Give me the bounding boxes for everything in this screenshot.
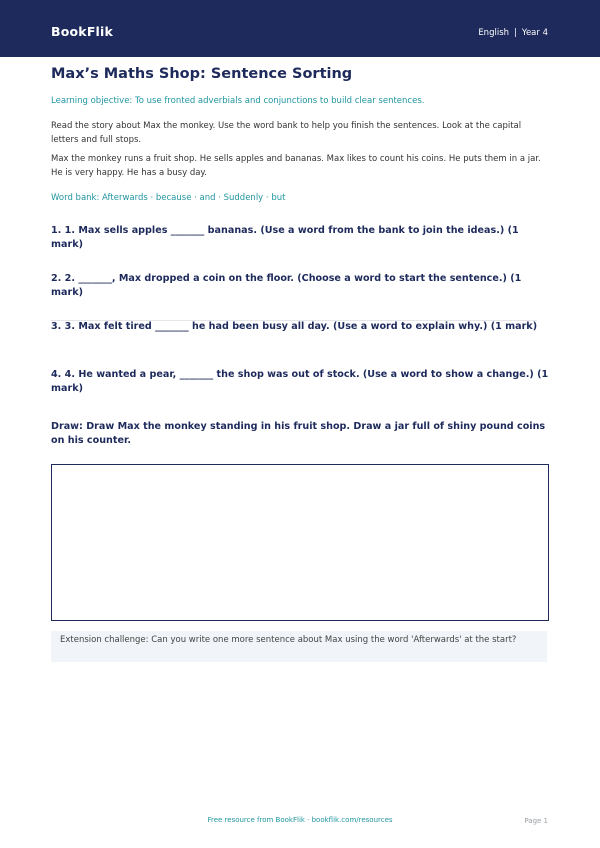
story-text: Max the monkey runs a fruit shop. He sells apples and bananas. Max likes to count his coins. He puts them in a jar. He is very happy. He has a busy day. — [51, 154, 541, 178]
page-title: Max’s Maths Shop: Sentence Sorting — [51, 66, 353, 82]
learning-objective: Learning objective: To use fronted adverbials and conjunctions to build clear sentences. — [51, 96, 425, 106]
drawing-box[interactable] — [51, 464, 549, 621]
word-bank: Word bank: Afterwards · because · and · Suddenly · but — [51, 193, 286, 203]
question-3: 3. 3. Max felt tired _______ he had been busy all day. (Use a word to explain why.) (1 mark) — [51, 321, 538, 332]
draw-prompt: Draw: Draw Max the monkey standing in his fruit shop. Draw a jar full of shiny pound coins on his counter. — [51, 421, 546, 446]
header-meta — [478, 28, 548, 38]
footer-text: Free resource from BookFlik · bookflik.com/resources — [207, 816, 393, 824]
year-label: Year 4 — [521, 28, 548, 38]
question-4: 4. 4. He wanted a pear, _______ the shop was out of stock. (Use a word to show a change.) (1 mark) — [51, 369, 549, 394]
question-2: 2. 2. _______, Max dropped a coin on the floor. (Choose a word to start the sentence.) (1 mark) — [51, 273, 522, 298]
instructions-text: Read the story about Max the monkey. Use the word bank to help you finish the sentences. Look at the capital letters and full stops. — [51, 121, 522, 145]
subject-label: English — [478, 28, 510, 38]
question-1: 1. 1. Max sells apples _______ bananas. (Use a word from the bank to join the ideas.) (1 mark) — [51, 225, 519, 250]
brand-logo: BookFlik — [51, 24, 114, 39]
page-header — [0, 0, 600, 57]
extension-challenge: Extension challenge: Can you write one more sentence about Max using the word 'Afterwards' at the start? — [51, 631, 547, 662]
meta-separator: | — [514, 28, 517, 38]
page-number: Page 1 — [524, 817, 548, 825]
